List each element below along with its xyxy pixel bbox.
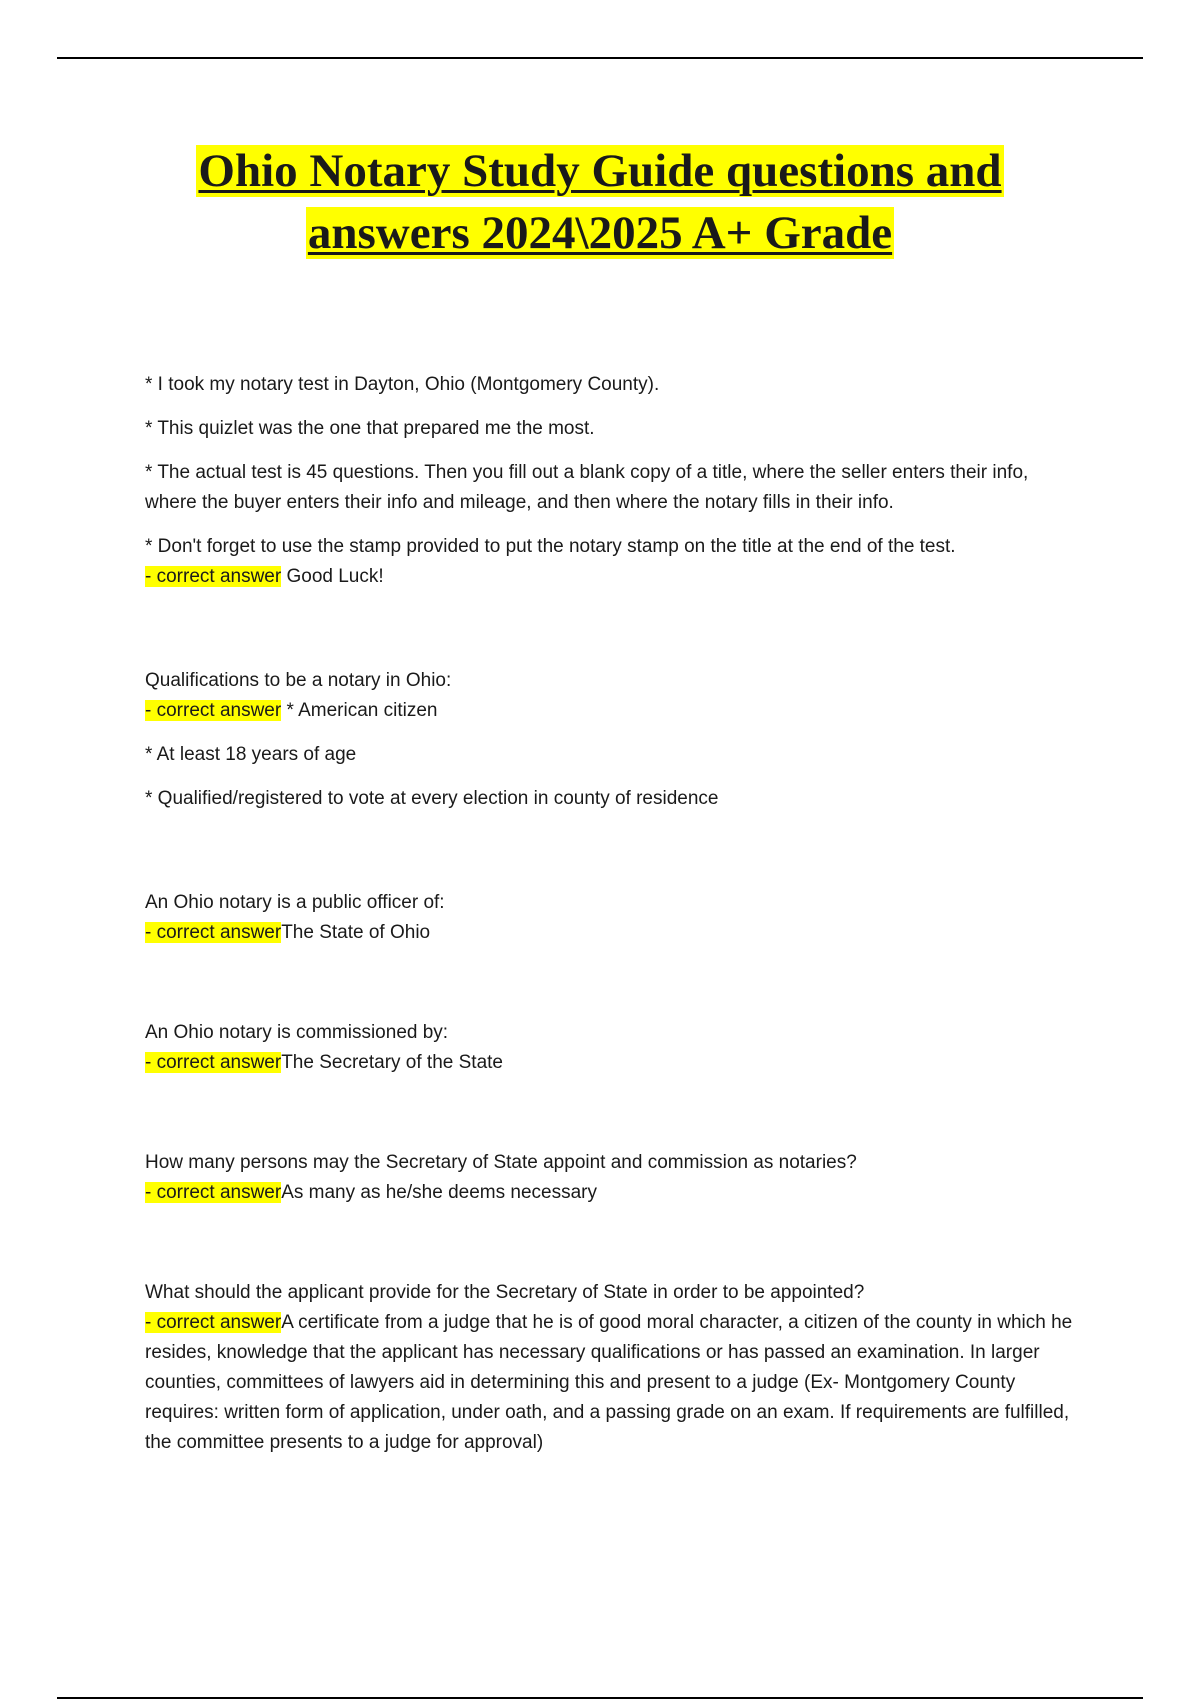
answer-text: Good Luck! — [286, 566, 384, 587]
question-text: How many persons may the Secretary of State appoint and commission as notaries? — [145, 1152, 857, 1173]
question-text: Qualifications to be a notary in Ohio: — [145, 670, 452, 691]
answer-extra: * At least 18 years of age — [145, 744, 357, 765]
answer-line — [145, 1308, 1075, 1458]
answer-extra: * Qualified/registered to vote at every election in county of residence — [145, 788, 719, 809]
intro-section — [145, 370, 1075, 592]
answer-marker: - correct answer — [145, 922, 282, 943]
intro-item: * I took my notary test in Dayton, Ohio (Montgomery County). — [145, 374, 660, 395]
spacer — [145, 962, 1075, 1018]
qa-item — [145, 888, 1075, 948]
answer-line — [145, 1048, 1075, 1078]
title-line-1: Ohio Notary Study Guide questions and — [198, 145, 1002, 197]
document-title — [100, 140, 1100, 264]
answer-text: A certificate from a judge that he is of good moral character, a citizen of the county in which he resides, knowledge that the applicant has necessary qualifications or has passed an examination. In larger counties, committees of lawyers aid in determining this and present to a judge (Ex- Montgomery County requires: written form of application, under oath, and a passing grade on an exam. If requirements are fulfilled, the committee presents to a judge for approval) — [145, 1312, 1073, 1453]
answer-marker: - correct answer — [145, 1052, 282, 1073]
answer-text: The Secretary of the State — [281, 1052, 503, 1073]
top-rule — [57, 57, 1143, 59]
qa-item — [145, 1148, 1075, 1208]
answer-text: * American citizen — [286, 700, 438, 721]
question-text: An Ohio notary is a public officer of: — [145, 892, 445, 913]
answer-line — [145, 918, 1075, 948]
answer-line — [145, 696, 1075, 726]
intro-answer — [145, 562, 1075, 592]
answer-marker: - correct answer — [145, 700, 282, 721]
answer-text: As many as he/she deems necessary — [281, 1182, 597, 1203]
answer-marker: - correct answer — [145, 1182, 282, 1203]
answer-marker: - correct answer — [145, 1312, 282, 1333]
question-text: An Ohio notary is commissioned by: — [145, 1022, 449, 1043]
spacer — [145, 1092, 1075, 1148]
spacer — [145, 606, 1075, 666]
answer-text: The State of Ohio — [281, 922, 431, 943]
title-line-2: answers 2024\2025 A+ Grade — [307, 207, 893, 259]
qa-item — [145, 666, 1075, 814]
spacer — [145, 1222, 1075, 1278]
intro-item: * Don't forget to use the stamp provided to put the notary stamp on the title at the end of the test. — [145, 536, 956, 557]
bottom-rule — [57, 1697, 1143, 1699]
spacer — [145, 828, 1075, 888]
answer-marker: - correct answer — [145, 566, 282, 587]
document-body — [145, 370, 1075, 1472]
qa-item — [145, 1278, 1075, 1458]
intro-item: * This quizlet was the one that prepared me the most. — [145, 418, 595, 439]
qa-item — [145, 1018, 1075, 1078]
question-text: What should the applicant provide for the Secretary of State in order to be appointed? — [145, 1282, 865, 1303]
intro-item: * The actual test is 45 questions. Then you fill out a blank copy of a title, where the seller enters their info, where the buyer enters their info and mileage, and then where the notary fills in their info. — [145, 462, 1029, 513]
answer-line — [145, 1178, 1075, 1208]
